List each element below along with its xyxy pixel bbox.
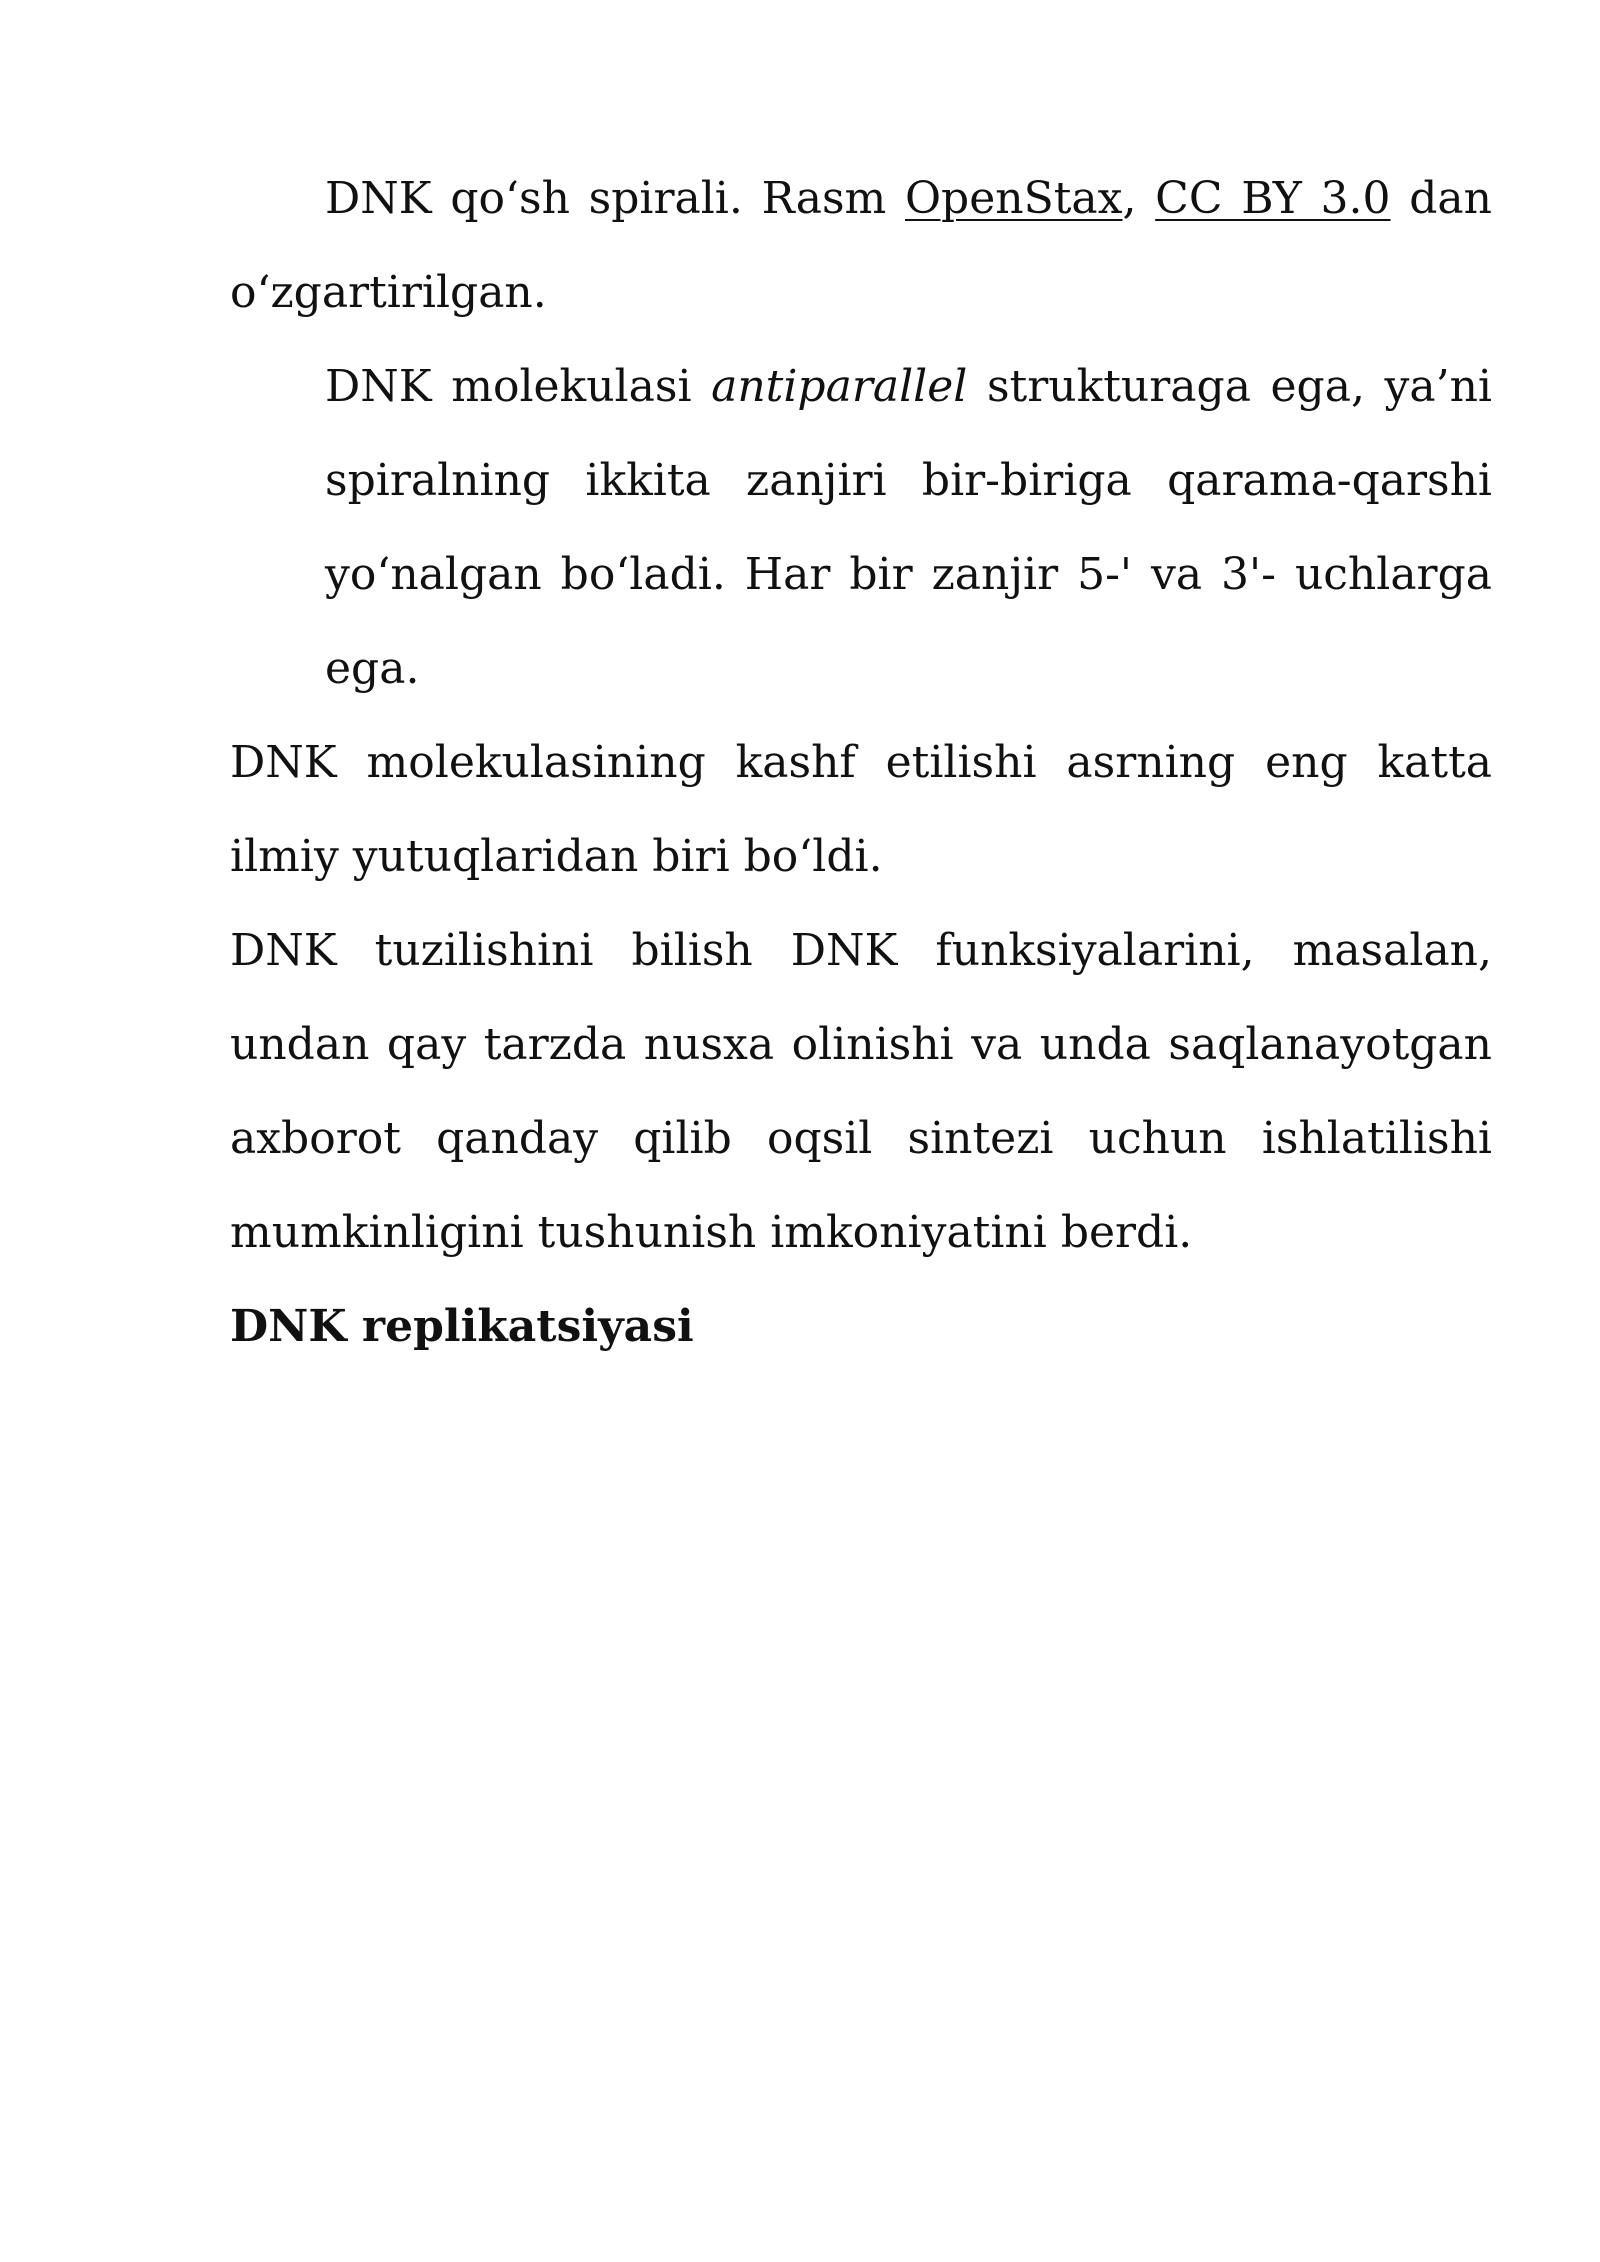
- discovery-paragraph: DNK molekulasining kashf etilishi asrning eng katta ilmiy yutuqlaridan biri bo‘ldi.: [230, 737, 1492, 882]
- antiparallel-suffix: strukturaga ega, ya’ni spiralning ikkita zanjiri bir-biriga qarama-qarshi yo‘nalgan bo‘ladi. Har bir zanjir 5-' va 3'- uchlarga ega.: [325, 361, 1492, 694]
- caption-comma: ,: [1122, 173, 1156, 224]
- figure-caption: [230, 152, 1492, 340]
- antiparallel-prefix: DNK molekulasi: [325, 361, 712, 412]
- antiparallel-emphasis: antiparallel: [711, 361, 968, 412]
- section-heading: DNK replikatsiyasi: [230, 1301, 694, 1352]
- structure-paragraph: DNK tuzilishini bilish DNK funksiyalarini, masalan, undan qay tarzda nusxa olinishi va unda saqlanayotgan axborot qanday qilib oqsil sintezi uchun ishlatilishi mumkinligini tushunish imkoniyatini berdi.: [230, 925, 1492, 1258]
- document-page: [230, 152, 1492, 1374]
- caption-suffix: dan o‘zgartirilgan.: [230, 173, 1492, 318]
- antiparallel-paragraph: [230, 340, 1492, 716]
- license-link[interactable]: CC BY 3.0: [1155, 173, 1391, 224]
- caption-prefix: DNK qo‘sh spirali. Rasm: [325, 173, 905, 224]
- openstax-link[interactable]: OpenStax: [904, 173, 1123, 224]
